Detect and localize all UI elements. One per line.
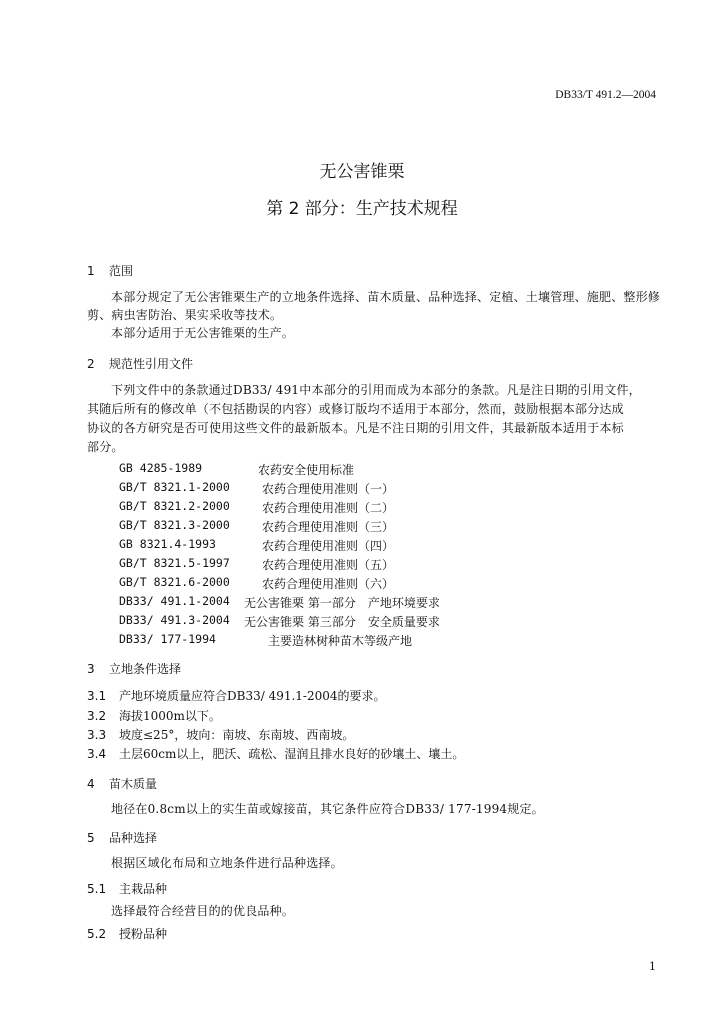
section-5-heading [87, 829, 157, 846]
clause-number: 5.1 [87, 882, 107, 896]
section-number: 1 [87, 264, 95, 278]
section-4-heading [87, 775, 157, 792]
reference-title: 农药合理使用准则（六） [262, 577, 395, 591]
section-2-heading [87, 355, 193, 372]
reference-title: 主要造林树种苗木等级产地 [268, 634, 413, 648]
reference-title: 农药合理使用准则（四） [262, 539, 395, 553]
reference-code: GB/T 8321.1-2000 [119, 480, 230, 494]
s1-paragraph-1a: 本部分规定了无公害锥栗生产的立地条件选择、苗木质量、品种选择、定植、土壤管理、施肥、整形修 [111, 290, 661, 304]
section-title: 规范性引用文件 [109, 357, 194, 371]
s2-paragraph-line-2: 其随后所有的修改单（不包括勘误的内容）或修订版均不适用于本部分，然而，鼓励根据本部分达成 [87, 402, 624, 416]
section-number: 4 [87, 777, 95, 791]
reference-code: GB/T 8321.2-2000 [119, 499, 230, 513]
section-number: 3 [87, 662, 95, 676]
clause-title: 授粉品种 [119, 927, 168, 941]
clause-5-1-text: 选择最符合经营目的的优良品种。 [111, 904, 295, 918]
section-1-heading [87, 262, 133, 279]
s4-paragraph: 地径在0.8cm以上的实生苗或嫁接苗，其它条件应符合DB33/ 177-1994规定。 [111, 802, 544, 816]
reference-code: DB33/ 491.1-2004 [119, 594, 230, 608]
reference-title: 农药合理使用准则（二） [262, 501, 395, 515]
s2-paragraph-line-4: 部分。 [87, 440, 124, 454]
s2-paragraph-line-1: 下列文件中的条款通过DB33/ 491中本部分的引用而成为本部分的条款。凡是注日期的引用文件， [111, 383, 641, 397]
reference-title: 无公害锥栗 第三部分 安全质量要求 [244, 615, 440, 629]
clause-number: 3.4 [87, 747, 107, 761]
s1-paragraph-2: 本部分适用于无公害锥栗的生产。 [111, 326, 295, 340]
s2-paragraph-line-3: 协议的各方研究是否可使用这些文件的最新版本。凡是不注日期的引用文件，其最新版本适用于本标 [87, 421, 624, 435]
clause-text: 坡度≤25°，坡向：南坡、东南坡、西南坡。 [119, 728, 355, 742]
clause-5-1-heading [87, 880, 167, 897]
clause-number: 3.2 [87, 709, 107, 723]
s5-paragraph: 根据区域化布局和立地条件进行品种选择。 [111, 856, 343, 870]
s1-paragraph-1b: 剪、病虫害防治、果实采收等技术。 [87, 308, 283, 322]
clause-text: 产地环境质量应符合DB33/ 491.1-2004的要求。 [119, 689, 386, 703]
section-number: 2 [87, 357, 95, 371]
reference-title: 农药合理使用准则（一） [262, 482, 395, 496]
reference-title: 无公害锥栗 第一部分 产地环境要求 [244, 596, 440, 610]
clause-number: 3.1 [87, 689, 107, 703]
clause-text: 土层60cm以上，肥沃、疏松、湿润且排水良好的砂壤土、壤土。 [119, 747, 465, 761]
section-3-heading [87, 660, 181, 677]
section-title: 立地条件选择 [109, 662, 182, 676]
reference-code: GB 8321.4-1993 [119, 537, 216, 551]
reference-title: 农药合理使用准则（五） [262, 558, 395, 572]
clause-3-1 [87, 687, 386, 704]
clause-title: 主栽品种 [119, 882, 168, 896]
clause-text: 海拔1000m以下。 [119, 709, 221, 723]
clause-3-3 [87, 726, 354, 743]
section-number: 5 [87, 831, 95, 845]
section-title: 苗木质量 [109, 777, 158, 791]
standard-code: DB33/T 491.2—2004 [555, 89, 656, 101]
clause-5-2-heading [87, 925, 167, 942]
reference-code: GB/T 8321.6-2000 [119, 575, 230, 589]
page-number: 1 [649, 960, 656, 973]
reference-code: DB33/ 177-1994 [119, 632, 216, 646]
section-title: 品种选择 [109, 831, 158, 845]
clause-number: 5.2 [87, 927, 107, 941]
clause-number: 3.3 [87, 728, 107, 742]
reference-title: 农药合理使用准则（三） [262, 520, 395, 534]
section-title: 范围 [109, 264, 134, 278]
reference-code: GB/T 8321.3-2000 [119, 518, 230, 532]
document-title: 无公害锥栗 [319, 162, 405, 182]
reference-code: GB 4285-1989 [119, 461, 203, 475]
clause-3-4 [87, 745, 464, 762]
reference-title: 农药安全使用标准 [258, 463, 355, 477]
clause-3-2 [87, 707, 221, 724]
document-subtitle: 第 2 部分：生产技术规程 [266, 199, 458, 219]
reference-code: GB/T 8321.5-1997 [119, 556, 230, 570]
reference-code: DB33/ 491.3-2004 [119, 613, 230, 627]
